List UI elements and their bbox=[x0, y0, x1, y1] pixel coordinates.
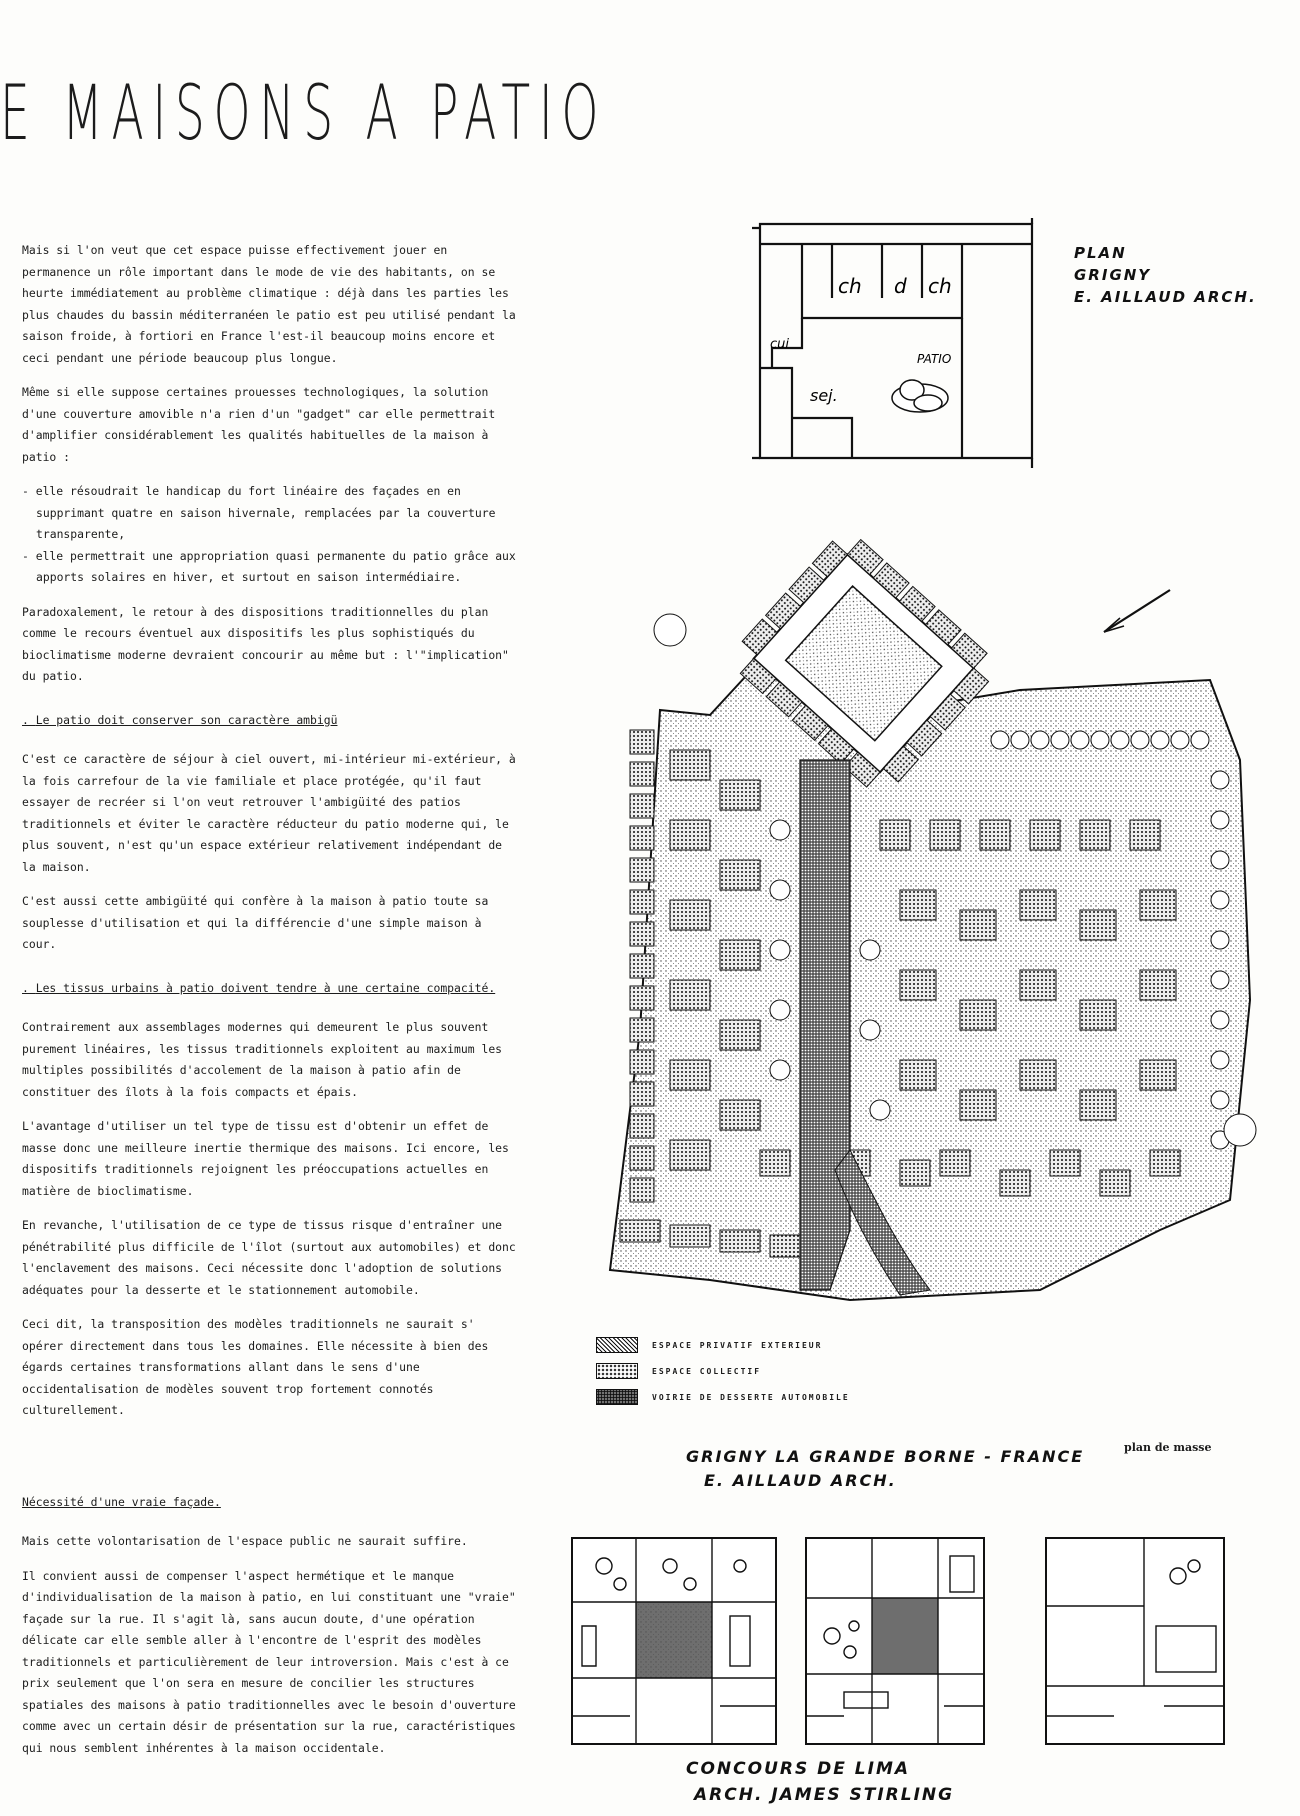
site-plan-caption: GRIGNY LA GRANDE BORNE - FRANCE E. AILLAUD ARCH. bbox=[686, 1447, 1085, 1490]
patio-tree-icon bbox=[892, 380, 948, 412]
paragraph: En revanche, l'utilisation de ce type de tissus risque d'entraîner une pénétrabilité plus difficile de l'îlot (surtout aux automobiles) et donc l'enclavement des maisons. Ceci nécessite donc l'adoption de solutions adéquates pour la desserte et le stationnement automobile. bbox=[22, 1218, 516, 1297]
text-column bbox=[22, 240, 522, 1772]
lima-plan-1 bbox=[570, 1536, 778, 1746]
paragraph: Mais si l'on veut que cet espace puisse effectivement jouer en permanence un rôle important dans le mode de vie des habitants, on se heurte immédiatement au problème climatique : déjà dans les parties les plus chaudes du bassin méditerranéen le patio est peu utilisé pendant la saison froide, à fortiori en France l'est-il beaucoup moins encore et ceci pendant une période beaucoup plus longue. bbox=[22, 243, 516, 365]
site-plan-legend bbox=[596, 1332, 850, 1410]
paragraph: C'est aussi cette ambigüité qui confère à la maison à patio toute sa souplesse d'utilisation et qui la différencie d'une simple maison à cour. bbox=[22, 894, 489, 951]
paragraph: Paradoxalement, le retour à des dispositions traditionnelles du plan comme le recours éventuel aux dispositifs les plus sophistiqués du bioclimatisme moderne devraient concourir au même but : l'"implication" du patio. bbox=[22, 604, 509, 683]
section-heading: . Le patio doit conserver son caractère ambigü bbox=[22, 710, 522, 732]
bullet-list bbox=[22, 481, 522, 589]
paragraph: Même si elle suppose certaines prouesses technologiques, la solution d'une couverture amovible n'a rien d'un "gadget" car elle permettrait d'amplifier considérablement les qualités habituelles de la maison à patio : bbox=[22, 385, 496, 464]
room-label: cui bbox=[770, 337, 789, 352]
legend-swatch bbox=[596, 1389, 638, 1405]
legend-swatch bbox=[596, 1363, 638, 1379]
north-arrow-icon bbox=[1100, 580, 1180, 640]
lima-plan-3 bbox=[1044, 1536, 1226, 1746]
paragraph: Mais cette volontarisation de l'espace public ne saurait suffire. bbox=[22, 1534, 468, 1548]
section-heading: Nécessité d'une vraie façade. bbox=[22, 1494, 221, 1509]
paragraph: C'est ce caractère de séjour à ciel ouvert, mi-intérieur mi-extérieur, à la fois carrefour de la vie familiale et place protégée, qu'il faut essayer de recréer si l'on veut retrouver l'ambigüité des patios traditionnels et éviter le caractère réducteur du patio moderne qui, le plus souvent, n'est qu'un espace extérieur relativement indépendant de la maison. bbox=[22, 752, 516, 874]
plan-de-masse-label: plan de masse bbox=[1124, 1441, 1212, 1454]
room-label: ch bbox=[838, 274, 862, 298]
site-plan-masse bbox=[600, 530, 1260, 1320]
room-label: PATIO bbox=[917, 352, 952, 366]
paragraph: Ceci dit, la transposition des modèles traditionnels ne saurait s' opérer directement dans tous les domaines. Elle nécessite à bien des égards certaines transformations allant dans le sens d'une occidentalisation de modèles souvent trop fortement connotés culturellement. bbox=[22, 1317, 489, 1417]
bullet-item: - elle permettrait une appropriation quasi permanente du patio grâce aux apports solaires en hiver, et surtout en saison intermédiaire. bbox=[22, 546, 522, 589]
legend-item: VOIRIE DE DESSERTE AUTOMOBILE bbox=[596, 1384, 850, 1410]
page-title: E MAISONS A PATIO bbox=[0, 68, 608, 157]
legend-item: ESPACE PRIVATIF EXTERIEUR bbox=[596, 1332, 850, 1358]
legend-item: ESPACE COLLECTIF bbox=[596, 1358, 850, 1384]
paragraph: Il convient aussi de compenser l'aspect hermétique et le manque d'individualisation de la maison à patio, en lui constituant une "vraie" façade sur la rue. Il s'agit là, sans aucun doute, d'une opération délicate car elle semble aller à l'encontre de l'esprit des modèles traditionnels et particulièrement de leur introversion. Mais c'est à ce prix seulement que l'on sera en mesure de concilier les structures spatiales des maisons à patio traditionnelles avec le besoin d'ouverture comme avec un certain désir de présentation sur la rue, caractéristiques qui nous semblent inhérentes à la maison occidentale. bbox=[22, 1568, 516, 1755]
patio-house-plan bbox=[752, 218, 1042, 478]
lima-caption: CONCOURS DE LIMA ARCH. JAMES STIRLING bbox=[686, 1759, 955, 1805]
plan-caption: PLAN GRIGNY E. AILLAUD ARCH. bbox=[1074, 244, 1257, 306]
paragraph: L'avantage d'utiliser un tel type de tissu est d'obtenir un effet de masse donc une meilleure inertie thermique des maisons. Ici encore, les dispositifs traditionnels rejoignent les préoccupations actuelles en matière de bioclimatisme. bbox=[22, 1119, 509, 1198]
legend-swatch bbox=[596, 1337, 638, 1353]
bullet-item: - elle résoudrait le handicap du fort linéaire des façades en en supprimant quatre en saison hivernale, remplacées par la couverture transparente, bbox=[22, 481, 522, 546]
paragraph: Contrairement aux assemblages modernes qui demeurent le plus souvent purement linéaires, les tissus traditionnels exploitent au maximum les multiples possibilités d'accolement de la maison à patio afin de constituer des îlots à la fois compacts et épais. bbox=[22, 1020, 503, 1099]
room-label: sej. bbox=[810, 386, 838, 405]
room-label: ch bbox=[928, 274, 952, 298]
lima-plan-2 bbox=[804, 1536, 986, 1746]
section-heading: . Les tissus urbains à patio doivent tendre à une certaine compacité. bbox=[22, 978, 522, 1000]
room-label: d bbox=[894, 274, 907, 298]
